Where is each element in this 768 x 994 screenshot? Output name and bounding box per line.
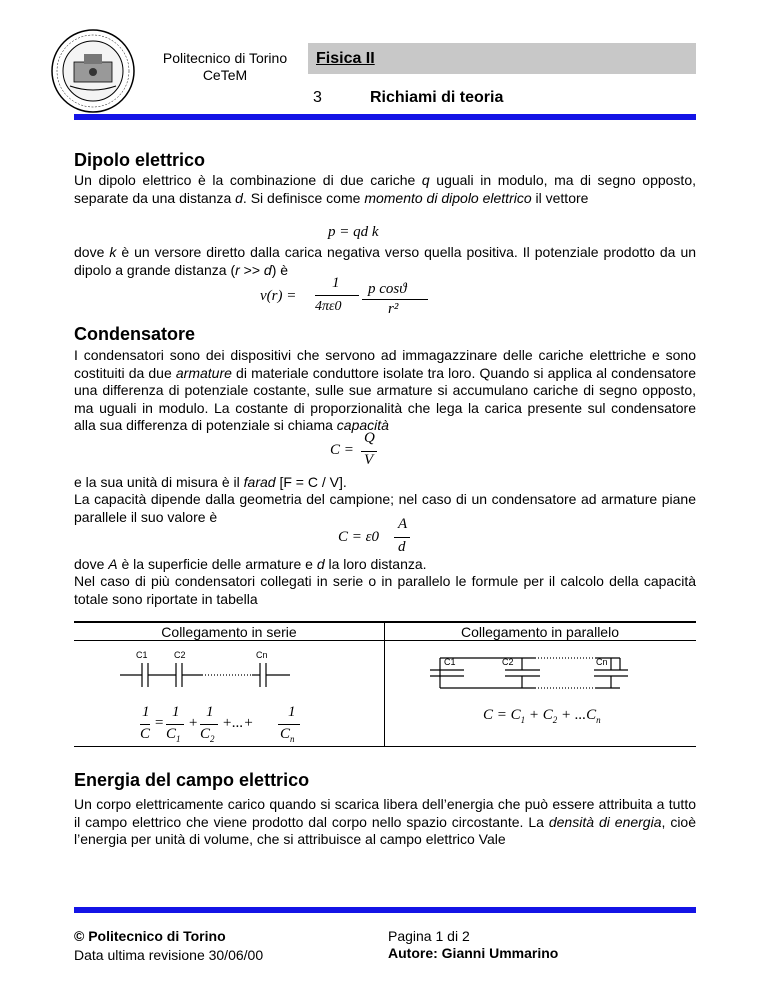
formula-lhs: v(r) = — [260, 288, 297, 304]
dipolo-paragraph-2: dove k è un versore diretto dalla carica negativa verso quella positiva. Il potenziale prodotto da un dipolo a grande distanza (r >> d) è — [74, 244, 697, 278]
header-institution — [150, 50, 300, 84]
header-rule — [74, 114, 696, 120]
footer-rule — [74, 907, 696, 913]
formula-num-2: p cosϑ — [368, 281, 407, 297]
footer-revision-date: Data ultima revisione 30/06/00 — [74, 947, 264, 963]
dipole-potential-formula — [260, 275, 460, 325]
label-c1: C1 — [136, 650, 148, 660]
footer-author: Autore: Gianni Ummarino — [388, 945, 559, 961]
condensatore-paragraph-3: La capacità dipende dalla geometria del campione; nel caso di un condensatore ad armature piane parallele il suo valore è — [74, 491, 696, 525]
formula-num-1: 1 — [332, 275, 340, 291]
formula-num: Q — [364, 430, 375, 446]
table-column-separator — [384, 621, 385, 747]
chapter-title: Richiami di teoria — [370, 89, 504, 106]
label-c2: C2 — [174, 650, 186, 660]
series-formula: 1 C = 1 $C_1$ + 1 $C_2$ +...+ 1 $C_n$ — [140, 704, 340, 748]
institution-unit: CeTeM — [202, 67, 248, 83]
section-heading-energia: Energia del campo elettrico — [74, 770, 310, 790]
institution-name: Politecnico di Torino — [162, 50, 288, 66]
dipole-moment-formula: p = qd k — [328, 224, 379, 240]
plate-capacitor-formula — [338, 516, 428, 560]
label-c1: C1 — [444, 657, 456, 667]
chapter-number: 3 — [313, 89, 322, 106]
formula-den: V — [364, 452, 374, 468]
course-box — [308, 43, 696, 74]
formula-lhs: C = ε0 — [338, 529, 380, 545]
series-circuit-diagram — [120, 648, 300, 698]
col-header-parallel: Collegamento in parallelo — [384, 622, 696, 641]
dipolo-paragraph-1: Un dipolo elettrico è la combinazione di due cariche q uguali in modulo, ma di segno opposto, separate da una distanza d. Si definisce come momento di dipolo elettrico il vettore — [74, 172, 696, 206]
energia-paragraph-1: Un corpo elettricamente carico quando si scarica libera dell’energia che può essere attribuita a tutto il campo elettrico che viene prodotto dal corpo nello spazio circostante. La densità di energia, cioè l’energia per unità di volume, che si attribuisce al campo elettrico Vale — [74, 796, 696, 847]
condensatore-paragraph-4: dove A è la superficie delle armature e d la loro distanza. — [74, 556, 427, 572]
formula-den-1: 4πε0 — [315, 299, 342, 314]
capacitor-connections-table — [74, 621, 696, 641]
formula-den: d — [398, 539, 406, 555]
section-heading-dipolo: Dipolo elettrico — [74, 150, 206, 170]
label-c2: C2 — [502, 657, 514, 667]
formula-lhs: C = — [330, 442, 354, 458]
parallel-circuit-diagram — [430, 648, 640, 696]
footer-page-number: Pagina 1 di 2 — [388, 928, 470, 944]
section-heading-condensatore: Condensatore — [74, 324, 196, 344]
label-cn: Cn — [596, 657, 608, 667]
footer-copyright: © Politecnico di Torino — [74, 928, 226, 944]
politecnico-seal-logo — [50, 28, 136, 114]
condensatore-paragraph-5: Nel caso di più condensatori collegati in serie o in parallelo le formule per il calcolo della capacità totale sono riportate in tabella — [74, 573, 696, 607]
label-cn: Cn — [256, 650, 268, 660]
condensatore-paragraph-2: e la sua unità di misura è il farad [F = C / V]. — [74, 474, 347, 490]
parallel-formula: $C = C_1 + C_2 + ...C_n$ — [483, 707, 601, 725]
course-title: Fisica II — [316, 50, 375, 67]
col-header-series: Collegamento in serie — [74, 622, 384, 641]
formula-num: A — [398, 516, 408, 532]
condensatore-paragraph-1: I condensatori sono dei dispositivi che servono ad immagazzinare delle cariche elettriche e sono costituiti da due armature di materiale conduttore isolate tra loro. Quando si applica al condensatore una differenza di potenziale costante, sulle sue armature si accumulano cariche di segno opposto, ma uguali in modulo. La costante di proporzionalità che lega la carica presente sul condensatore alla sua differenza di potenziale si chiama capacità — [74, 347, 697, 433]
formula-den-2: r² — [388, 301, 399, 317]
capacity-definition-formula — [330, 430, 410, 474]
